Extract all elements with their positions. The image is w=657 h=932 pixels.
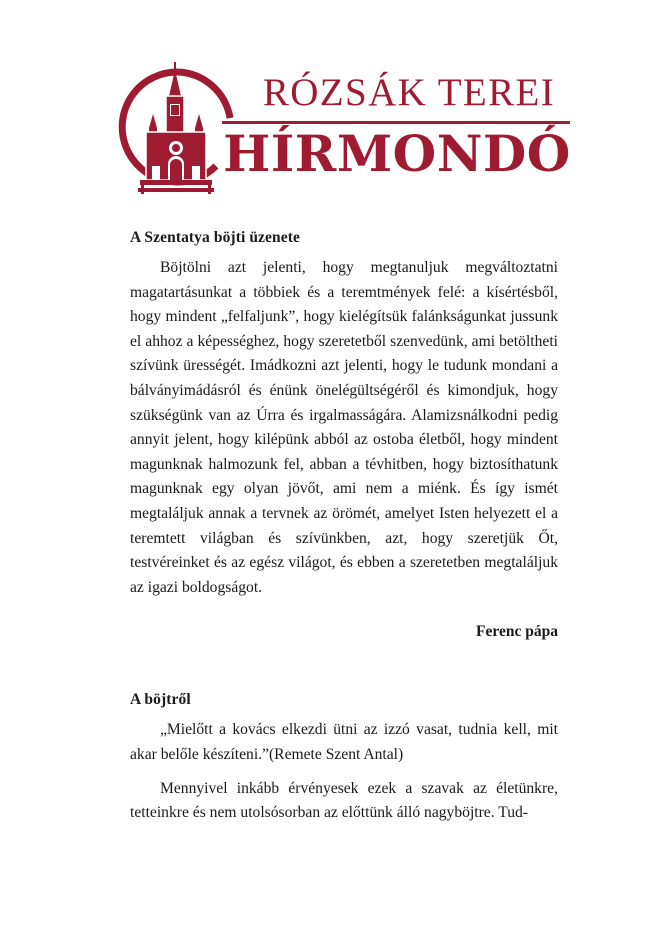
section-2-quote: „Mielőtt a kovács elkezdi ütni az izzó vasat, tudnia kell, mit akar belőle készíteni.”(Remete Szent Antal) <box>130 721 558 763</box>
signature-ferenc-papa: Ferenc pápa <box>476 623 558 641</box>
section-spacer <box>130 644 558 690</box>
section-heading-bojtrol: A böjtről <box>130 691 191 709</box>
section-1-paragraph: Böjtölni azt jelenti, hogy megtanuljuk megváltoztatni magatartásunkat a többiek és a teremtmények felé: a kísértésből, hogy mindent „felfaljunk”, hogy kielégítsük falánkságunkat jussunk el ahhoz a képességhez, hogy szeretetből szenvedünk, ami betöltheti szívünk ürességét. Imádkozni azt jelenti, hogy le tudunk mondani a bálványimádásról és énünk önelégültségéről és kimondjuk, hogy szükségünk van az Úrra és irgalmasságára. Alamizsnálkodni pedig annyit jelent, hogy kilépünk abból az ostoba életből, hogy mindent magunknak halmozunk fel, abban a tévhitben, hogy biztosíthatunk magunknak egy olyan jövőt, ami nem a miénk. És így ismét megtaláljuk annak a tervnek az örömét, amelyet Isten helyezett el a teremtett világban és szívünkben, azt, hogy szeretjük Őt, testvéreinket és az egész világot, és ebben a szeretetben megtaláljuk az igazi boldogságot. <box>130 259 558 596</box>
masthead <box>0 0 657 205</box>
article-body <box>130 228 558 826</box>
paragraph-spacer <box>130 768 558 777</box>
section-heading-szentatya: A Szentatya böjti üzenete <box>130 229 300 246</box>
publication-title-top: RÓZSÁK TEREI <box>262 71 556 114</box>
publication-title-bottom: HÍRMONDÓ <box>223 124 571 183</box>
masthead-titles <box>222 68 572 182</box>
section-2-paragraph: Mennyivel inkább érvényesek ezek a szavak az életünkre, tetteinkre és nem utolsósorban az előttünk álló nagyböjtre. Tud- <box>130 779 558 822</box>
